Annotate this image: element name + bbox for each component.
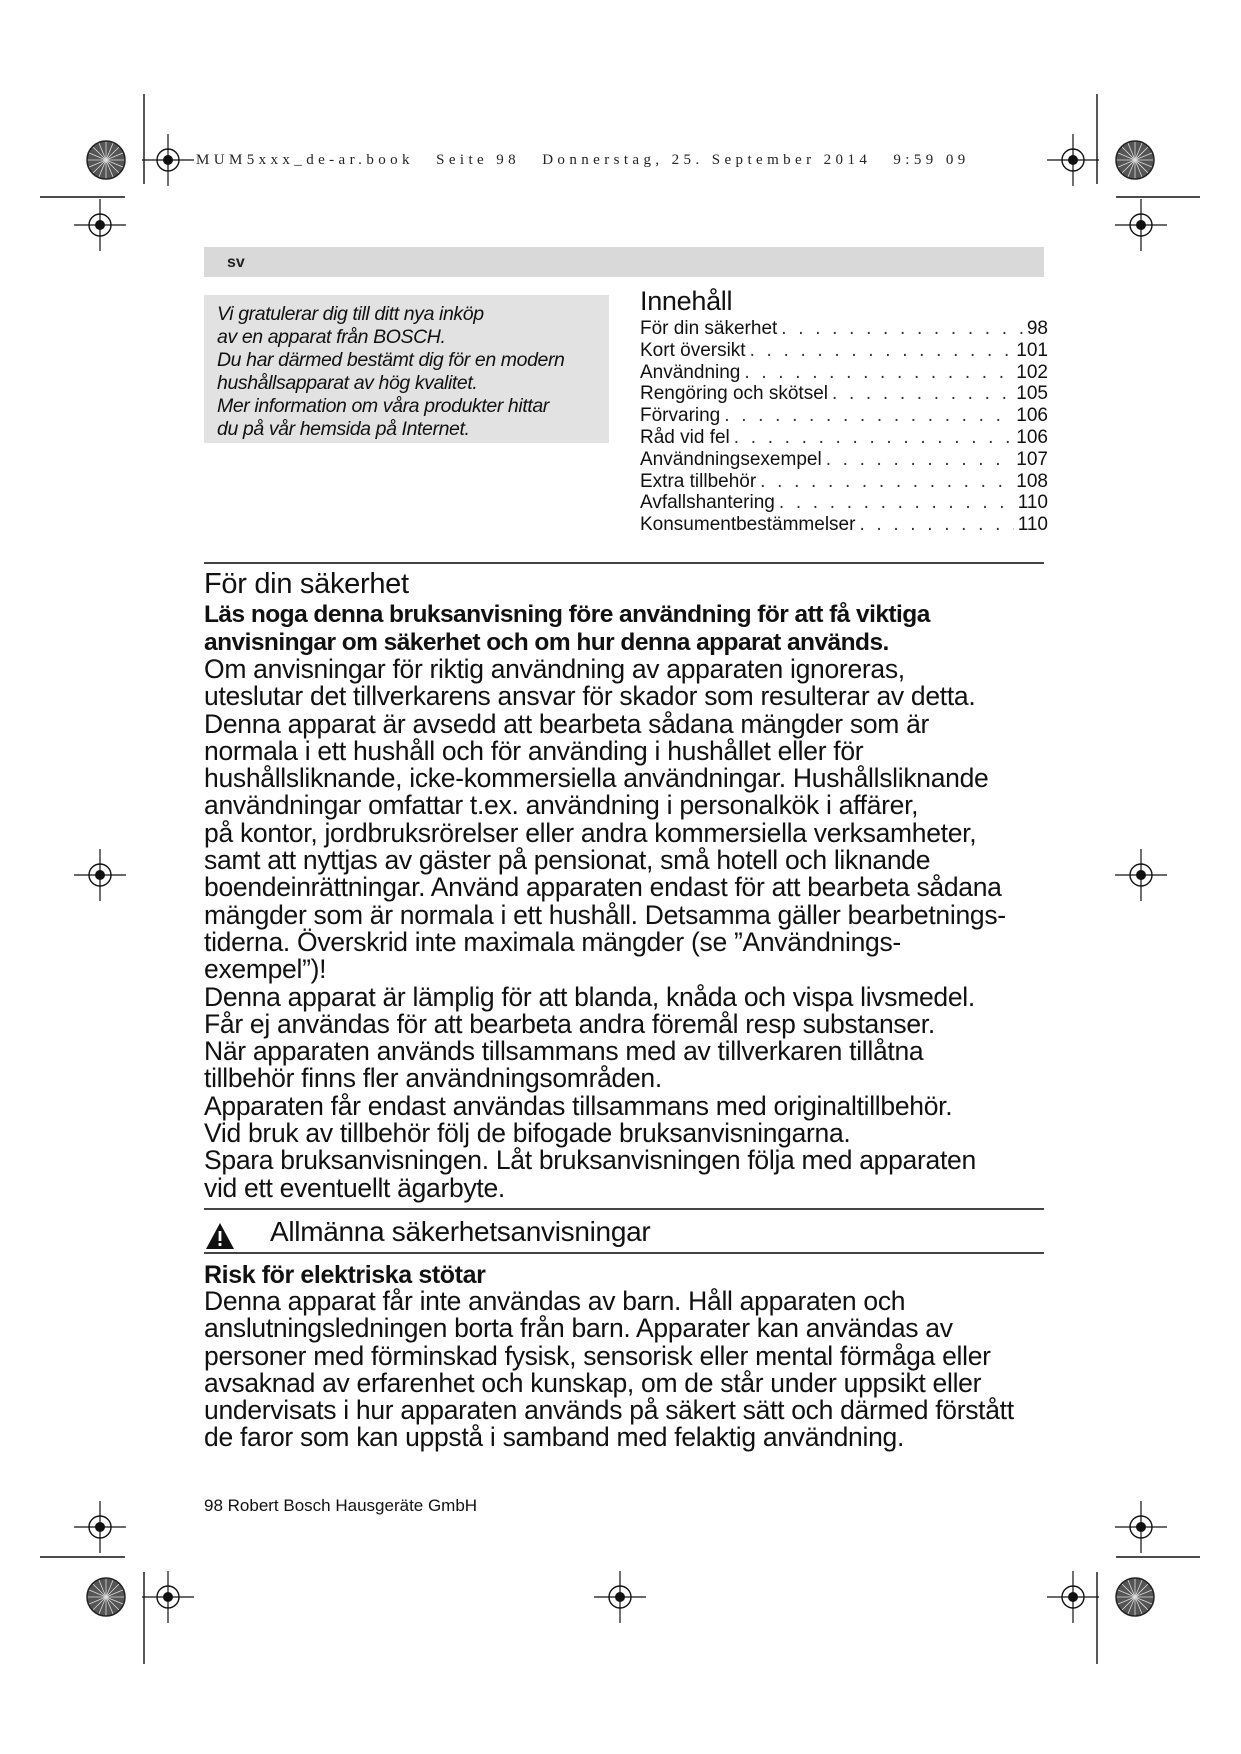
toc-entry[interactable] xyxy=(640,492,1048,514)
warning-body xyxy=(204,1288,1064,1452)
safety-lead xyxy=(204,601,1054,656)
toc-page: 107 xyxy=(1016,448,1048,470)
toc-page: 110 xyxy=(1017,492,1048,514)
toc-label: För din säkerhet xyxy=(640,318,778,339)
body-line: Om anvisningar för riktig användning av apparaten ignoreras, xyxy=(204,654,905,684)
body-line: personer med förminskad fysisk, sensorisk eller mental förmåga eller xyxy=(204,1340,991,1371)
body-line: Denna apparat får inte användas av barn. Håll apparaten och xyxy=(204,1286,906,1316)
body-line: normala i ett hushåll och för använding i hushållet eller för xyxy=(204,735,864,766)
toc-entry[interactable] xyxy=(640,427,1048,449)
toc-label: Kort översikt xyxy=(640,339,746,361)
toc-entry[interactable] xyxy=(640,340,1048,362)
toc-page: 101 xyxy=(1016,339,1048,361)
body-line: tillbehör finns fler användningsområden. xyxy=(204,1063,662,1094)
print-header xyxy=(196,152,1056,174)
body-line: När apparaten används tillsammans med av tillverkaren tillåtna xyxy=(204,1036,924,1067)
toc-label: Användning xyxy=(640,361,741,383)
warning-rule-bottom xyxy=(204,1252,1044,1254)
toc-label: Råd vid fel xyxy=(640,426,730,448)
welcome-line: du på vår hemsida på Internet. xyxy=(217,418,470,440)
body-line: mängder som är normala i ett hushåll. Detsamma gäller bearbetnings- xyxy=(204,899,1006,930)
print-header-time: 9:59 09 xyxy=(893,152,970,168)
language-bar xyxy=(204,247,1044,277)
welcome-line: hushållsapparat av hög kvalitet. xyxy=(217,372,478,394)
toc-page: 98 xyxy=(1026,318,1048,339)
lead-line: anvisningar om säkerhet och om hur denna apparat används. xyxy=(204,628,889,656)
toc-page: 105 xyxy=(1016,383,1048,405)
toc-label: Förvaring xyxy=(640,405,721,427)
body-line: Apparaten får endast användas tillsammans med originaltillbehör. xyxy=(204,1090,953,1121)
print-header-date: Donnerstag, 25. September 2014 xyxy=(542,152,872,168)
body-line: de faror som kan uppstå i samband med felaktig användning. xyxy=(204,1422,905,1453)
toc-entry[interactable] xyxy=(640,318,1048,340)
warning-heading: Allmänna säkerhetsanvisningar xyxy=(270,1216,651,1247)
toc-page: 110 xyxy=(1017,514,1048,536)
toc-label: Avfallshantering xyxy=(640,492,775,514)
toc-label: Konsumentbestämmelser xyxy=(640,514,856,536)
warning-rule-top xyxy=(204,1208,1044,1210)
lead-line: Läs noga denna bruksanvisning före användning för att få viktiga xyxy=(204,601,930,628)
body-line: exempel”)! xyxy=(204,954,327,985)
body-line: tiderna. Överskrid inte maximala mängder (se ”Användnings- xyxy=(204,926,901,957)
toc-entry[interactable] xyxy=(640,514,1048,536)
welcome-line: Vi gratulerar dig till ditt nya inköp xyxy=(217,303,484,325)
toc-entry[interactable] xyxy=(640,471,1048,493)
body-line: Denna apparat är lämplig för att blanda, knåda och vispa livsmedel. xyxy=(204,981,975,1012)
welcome-line: Mer information om våra produkter hittar xyxy=(217,395,549,417)
body-line: på kontor, jordbruksrörelser eller andra kommersiella verksamheter, xyxy=(204,817,977,848)
body-line: Spara bruksanvisningen. Låt bruksanvisningen följa med apparaten xyxy=(204,1145,976,1176)
language-code: sv xyxy=(227,254,245,271)
toc-entry[interactable] xyxy=(640,362,1048,384)
body-line: vid ett eventuellt ägarbyte. xyxy=(204,1172,505,1203)
toc-page: 106 xyxy=(1016,405,1048,427)
body-line: anslutningsledningen borta från barn. Apparater kan användas av xyxy=(204,1313,953,1344)
welcome-line: Du har därmed bestämt dig för en modern xyxy=(217,349,565,371)
toc-entry[interactable] xyxy=(640,449,1048,471)
body-line: Vid bruk av tillbehör följ de bifogade bruksanvisningarna. xyxy=(204,1118,851,1149)
body-line: boendeinrättningar. Använd apparaten endast för att bearbeta sådana xyxy=(204,872,1002,903)
welcome-box xyxy=(204,295,609,443)
toc-page: 108 xyxy=(1016,470,1048,492)
toc-page: 106 xyxy=(1016,426,1048,448)
body-line: Denna apparat är avsedd att bearbeta sådana mängder som är xyxy=(204,708,930,739)
body-line: användningar omfattar t.ex. användning i personalkök i affärer, xyxy=(204,790,919,821)
toc-label: Extra tillbehör xyxy=(640,470,757,492)
table-of-contents xyxy=(640,318,1048,536)
section-divider xyxy=(204,562,1044,564)
toc-title: Innehåll xyxy=(640,286,733,316)
body-line: Får ej användas för att bearbeta andra föremål resp substanser. xyxy=(204,1008,935,1039)
toc-entry[interactable] xyxy=(640,383,1048,405)
body-line: samt att nyttjas av gäster på pensionat, små hotell och liknande xyxy=(204,845,931,876)
welcome-line: av en apparat från BOSCH. xyxy=(217,326,446,348)
section-heading: För din säkerhet xyxy=(204,568,409,600)
toc-entry[interactable] xyxy=(640,405,1048,427)
warning-triangle-icon xyxy=(205,1222,235,1250)
body-line: undervisats i hur apparaten används på säkert sätt och därmed förstått xyxy=(204,1395,1014,1426)
safety-body xyxy=(204,656,1064,1202)
toc-page: 102 xyxy=(1016,361,1048,383)
body-line: avsaknad av erfarenhet och kunskap, om de står under uppsikt eller xyxy=(204,1367,982,1398)
print-header-file: MUM5xxx_de-ar.book xyxy=(196,152,414,168)
warning-subheading: Risk för elektriska stötar xyxy=(204,1261,486,1289)
toc-label: Användningsexempel xyxy=(640,448,822,470)
body-line: uteslutar det tillverkarens ansvar för skador som resulterar av detta. xyxy=(204,681,976,712)
body-line: hushållsliknande, icke-kommersiella användningar. Hushållsliknande xyxy=(204,763,989,794)
print-header-page: Seite 98 xyxy=(436,152,521,168)
toc-label: Rengöring och skötsel xyxy=(640,383,828,405)
page-footer: 98 Robert Bosch Hausgeräte GmbH xyxy=(204,1496,478,1515)
